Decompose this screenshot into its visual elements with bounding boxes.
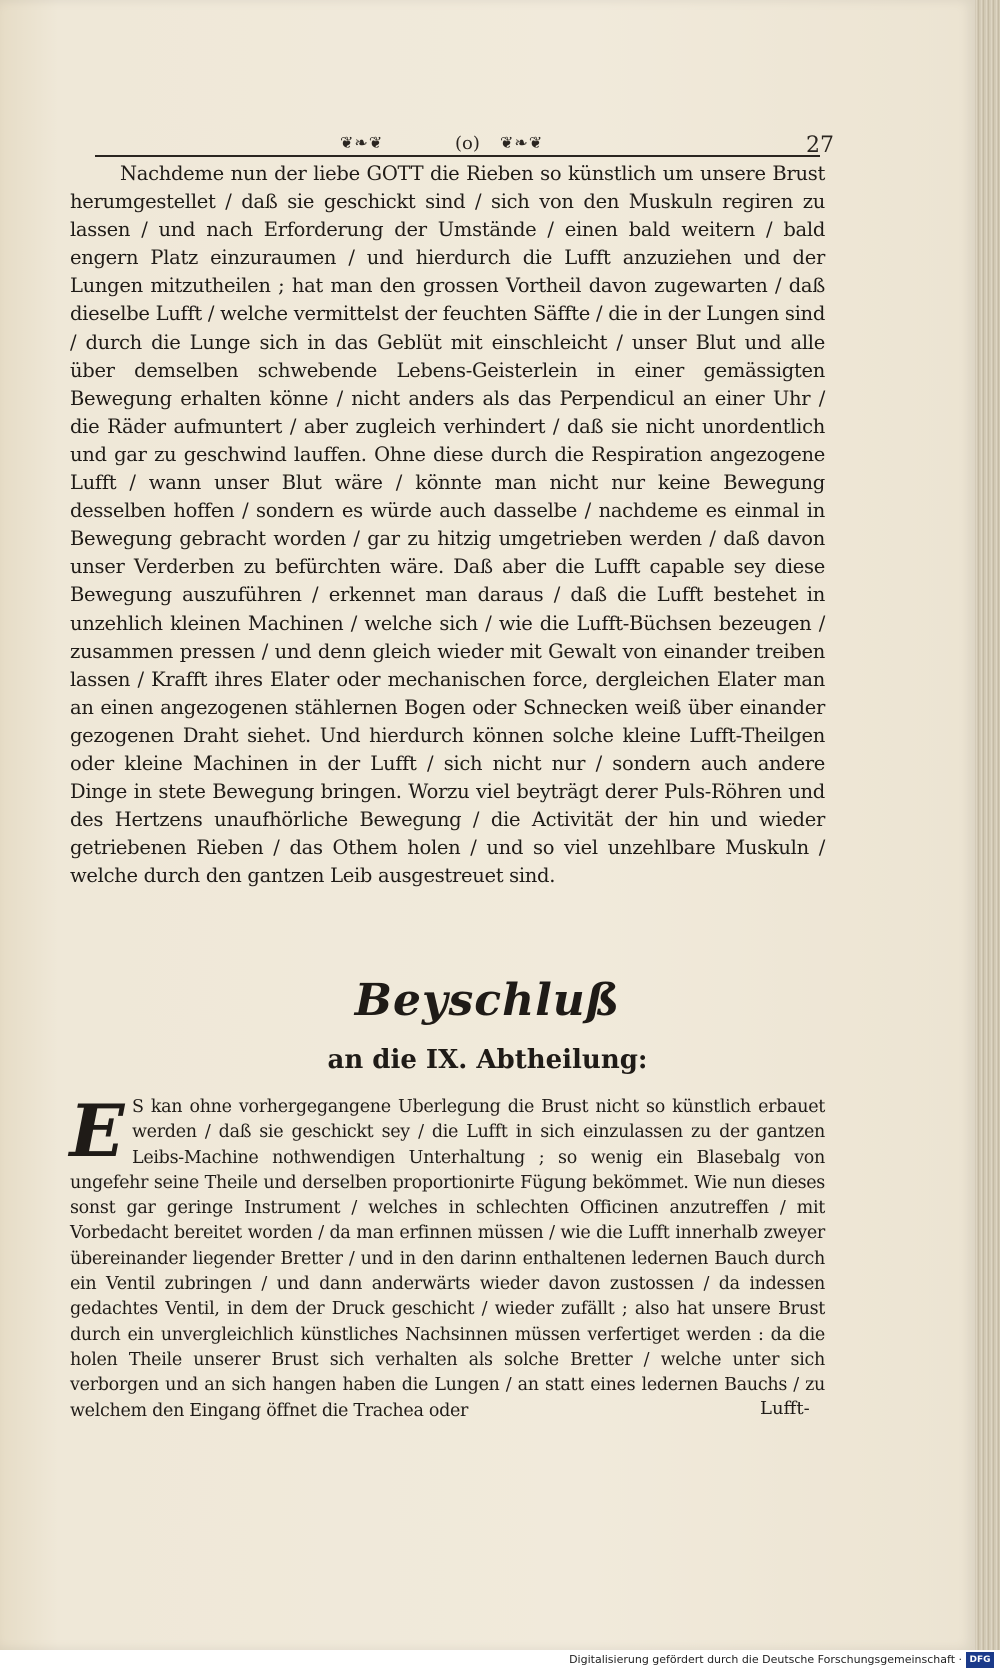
footer-credit: Digitalisierung gefördert durch die Deutsche Forschungsgemeinschaft · (569, 1653, 962, 1666)
section1-paragraph: Nachdeme nun der liebe GOTT die Rieben so künstlich um unsere Brust herumgestellet / daß sie geschickt sind / sich von den Muskuln regiren zu lassen / und nach Erforderung der Umstände / einen bald weitern / bald engern Platz einzuraumen / und hierdurch die Lufft anzuziehen und der Lungen mitzutheilen ; hat man den grossen Vortheil davon zugewarten / daß dieselbe Lufft / welche vermittelst der feuchten Säffte / die in der Lungen sind / durch die Lunge sich in das Geblüt mit einschleicht / unser Blut und alle über demselben schwebende Lebens-Geisterlein in einer gemässigten Bewegung erhalten könne / nicht anders als das Perpendicul an einer Uhr / die Räder aufmuntert / aber zugleich verhindert / daß sie nicht unordentlich und gar zu geschwind lauffen. Ohne diese durch die Respiration angezogene Lufft / wann unser Blut wäre / könnte man nicht nur keine Bewegung desselben hoffen / sondern es würde auch dasselbe / nachdeme es einmal in Bewegung gebracht worden / gar zu hitzig umgetrieben werden / daß davon unser Verderben zu befürchten wäre. Daß aber die Lufft capable sey diese Bewegung auszuführen / erkennet man daraus / daß die Lufft bestehet in unzehlich kleinen Machinen / welche sich / wie die Lufft-Büchsen bezeugen / zusammen pressen / und denn gleich wieder mit Gewalt von einander treiben lassen / Krafft ihres Elater oder mechanischen force, dergleichen Elater man an einen angezogenen stählernen Bogen oder Schnecken weiß über einander gezogenen Draht siehet. Und hierdurch können solche kleine Lufft-Theilgen oder kleine Machinen in der Lufft / sich nicht nur / sondern auch andere Dinge in stete Bewegung bringen. Worzu viel beyträgt derer Puls-Röhren und des Hertzens unaufhörliche Bewegung / die Activität der hin und wieder getriebenen Rieben / das Othem holen / und so viel unzehlbare Muskuln / welche durch den gantzen Leib ausgestreuet sind. (70, 162, 825, 888)
dfg-logo: DFG (966, 1652, 994, 1668)
catchword: Lufft- (760, 1398, 810, 1419)
page-edge (975, 0, 1000, 1650)
header-rule (95, 155, 820, 157)
header-ornament-left: ❦❧❦ (340, 133, 384, 152)
section2-paragraph: S kan ohne vorhergegangene Uberlegung die Brust nicht so künstlich erbauet werden / daß sie geschickt sey / die Lufft in sich einzulassen zu der gantzen Leibs-Machine nothwendigen Unterhaltung ; so wenig ein Blasebalg von ungefehr seine Theile und derselben proportionirte Fügung bekömmet. Wie nun dieses sonst gar geringe Instrument / welches in schlechten Officinen anzutreffen / mit Vorbedacht bereitet worden / da man erfinnen müssen / wie die Lufft innerhalb zweyer übereinander liegender Bretter / und in den darinn enthaltenen ledernen Bauch durch ein Ventil zubringen / und dann anderwärts wieder davon zustossen / da indessen gedachtes Ventil, in dem der Druck geschicht / wieder zufällt ; also hat unsere Brust durch ein unvergleichlich künstliches Nachsinnen müssen verfertiget werden : da die holen Theile unserer Brust sich verhalten als solche Bretter / welche unter sich verborgen und an sich hangen haben die Lungen / an statt eines ledernen Bauchs / zu welchem den Eingang öffnet die Trachea oder (70, 1097, 825, 1421)
page-number: 27 (806, 133, 834, 158)
header-ornament-right: ❦❧❦ (500, 133, 544, 152)
section-subheading: an die IX. Abtheilung: (327, 1045, 648, 1075)
section-heading: Beyschluß (354, 975, 621, 1026)
page-signature: (o) (455, 133, 480, 154)
drop-cap: E (69, 1088, 125, 1173)
